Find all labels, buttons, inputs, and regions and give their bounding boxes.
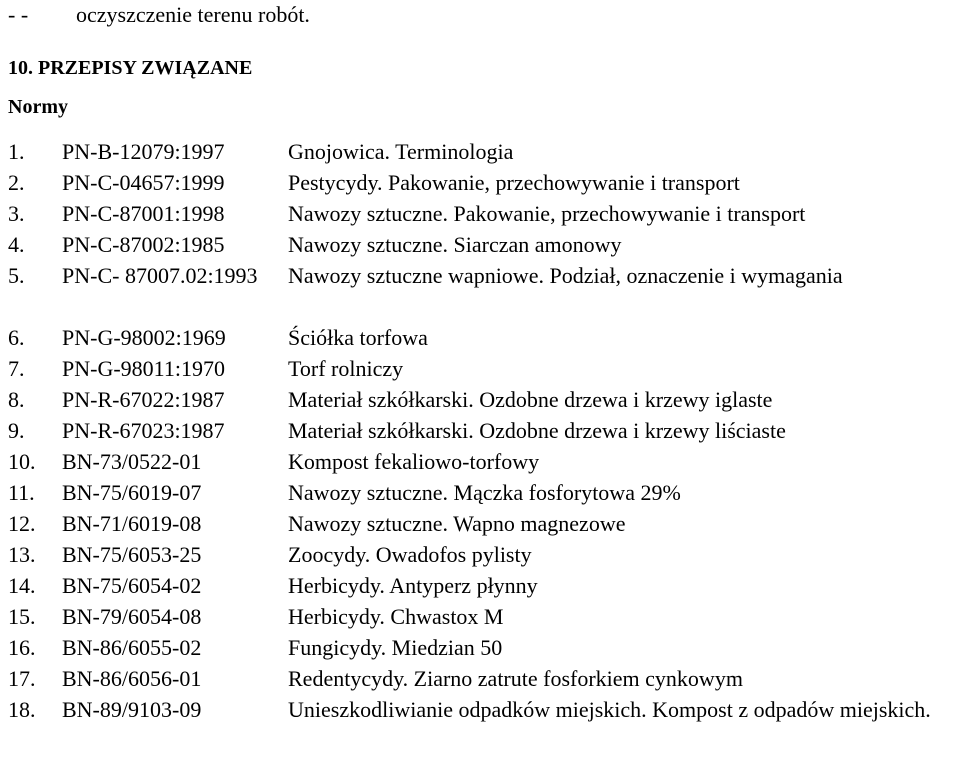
norm-title: Zoocydy. Owadofos pylisty <box>288 542 532 567</box>
norm-code: PN-R-67023:1987 <box>62 418 225 443</box>
norm-title: Nawozy sztuczne. Mączka fosforytowa 29% <box>288 480 681 505</box>
norm-number: 5. <box>8 263 25 288</box>
norm-row <box>0 539 960 570</box>
norm-row <box>0 694 960 756</box>
intro-text: oczyszczenie terenu robót. <box>76 2 310 27</box>
norm-row <box>0 632 960 663</box>
norm-title: Materiał szkółkarski. Ozdobne drzewa i krzewy liściaste <box>288 418 786 443</box>
norm-row <box>0 508 960 539</box>
norm-number: 16. <box>8 635 36 660</box>
norm-row <box>0 322 960 353</box>
norm-number: 4. <box>8 232 25 257</box>
norm-row <box>0 198 960 229</box>
norm-title: Redentycydy. Ziarno zatrute fosforkiem cynkowym <box>288 666 743 691</box>
norm-code: PN-C-04657:1999 <box>62 170 225 195</box>
norm-number: 10. <box>8 449 36 474</box>
norm-title: Nawozy sztuczne. Wapno magnezowe <box>288 511 626 536</box>
norm-number: 13. <box>8 542 36 567</box>
norm-code: BN-89/9103-09 <box>62 697 202 722</box>
norm-row <box>0 570 960 601</box>
norm-row <box>0 477 960 508</box>
norm-number: 8. <box>8 387 25 412</box>
section-heading: 10. PRZEPISY ZWIĄZANE <box>8 57 253 79</box>
norms-list <box>0 136 960 756</box>
norm-title: Fungicydy. Miedzian 50 <box>288 635 503 660</box>
intro-dashes: - - <box>8 2 29 27</box>
norm-code: PN-R-67022:1987 <box>62 387 225 412</box>
norm-row <box>0 136 960 167</box>
norm-code: PN-C-87002:1985 <box>62 232 225 257</box>
norm-code: BN-73/0522-01 <box>62 449 202 474</box>
norm-code: PN-G-98002:1969 <box>62 325 226 350</box>
norm-code: BN-79/6054-08 <box>62 604 202 629</box>
norm-code: PN-G-98011:1970 <box>62 356 225 381</box>
norm-row <box>0 353 960 384</box>
norm-row <box>0 167 960 198</box>
norm-title: Nawozy sztuczne. Siarczan amonowy <box>288 232 622 257</box>
norm-number: 3. <box>8 201 25 226</box>
norm-title: Torf rolniczy <box>288 356 404 381</box>
norm-number: 17. <box>8 666 36 691</box>
norm-row <box>0 384 960 415</box>
norm-code: BN-75/6053-25 <box>62 542 202 567</box>
norm-row <box>0 663 960 694</box>
norm-number: 11. <box>8 480 35 505</box>
norm-title: Pestycydy. Pakowanie, przechowywanie i transport <box>288 170 740 195</box>
norm-code: PN-C- 87007.02:1993 <box>62 263 258 288</box>
intro-line <box>8 2 310 28</box>
norm-title: Nawozy sztuczne wapniowe. Podział, oznaczenie i wymagania <box>288 263 843 288</box>
norm-number: 2. <box>8 170 25 195</box>
norm-code: PN-C-87001:1998 <box>62 201 225 226</box>
norm-title: Nawozy sztuczne. Pakowanie, przechowywanie i transport <box>288 201 806 226</box>
norm-number: 7. <box>8 356 25 381</box>
norm-row <box>0 446 960 477</box>
norm-row <box>0 260 960 322</box>
norms-subheading: Normy <box>8 96 68 118</box>
norm-row <box>0 229 960 260</box>
norm-title: Gnojowica. Terminologia <box>288 139 514 164</box>
norm-row <box>0 415 960 446</box>
norm-number: 9. <box>8 418 25 443</box>
norm-number: 12. <box>8 511 36 536</box>
norm-row <box>0 601 960 632</box>
norm-title: Herbicydy. Chwastox M <box>288 604 504 629</box>
norm-code: BN-75/6054-02 <box>62 573 202 598</box>
norm-number: 1. <box>8 139 25 164</box>
norm-number: 15. <box>8 604 36 629</box>
norm-title: Unieszkodliwianie odpadków miejskich. Kompost z odpadów miejskich. <box>288 697 931 722</box>
norm-title: Kompost fekaliowo-torfowy <box>288 449 540 474</box>
norm-code: PN-B-12079:1997 <box>62 139 225 164</box>
norm-title: Materiał szkółkarski. Ozdobne drzewa i krzewy iglaste <box>288 387 773 412</box>
norm-title: Herbicydy. Antyperz płynny <box>288 573 538 598</box>
norm-code: BN-86/6056-01 <box>62 666 202 691</box>
norm-code: BN-71/6019-08 <box>62 511 202 536</box>
norm-number: 18. <box>8 697 36 722</box>
norm-title: Ściółka torfowa <box>288 325 428 350</box>
norm-code: BN-75/6019-07 <box>62 480 202 505</box>
norm-number: 14. <box>8 573 36 598</box>
norm-code: BN-86/6055-02 <box>62 635 202 660</box>
norm-number: 6. <box>8 325 25 350</box>
